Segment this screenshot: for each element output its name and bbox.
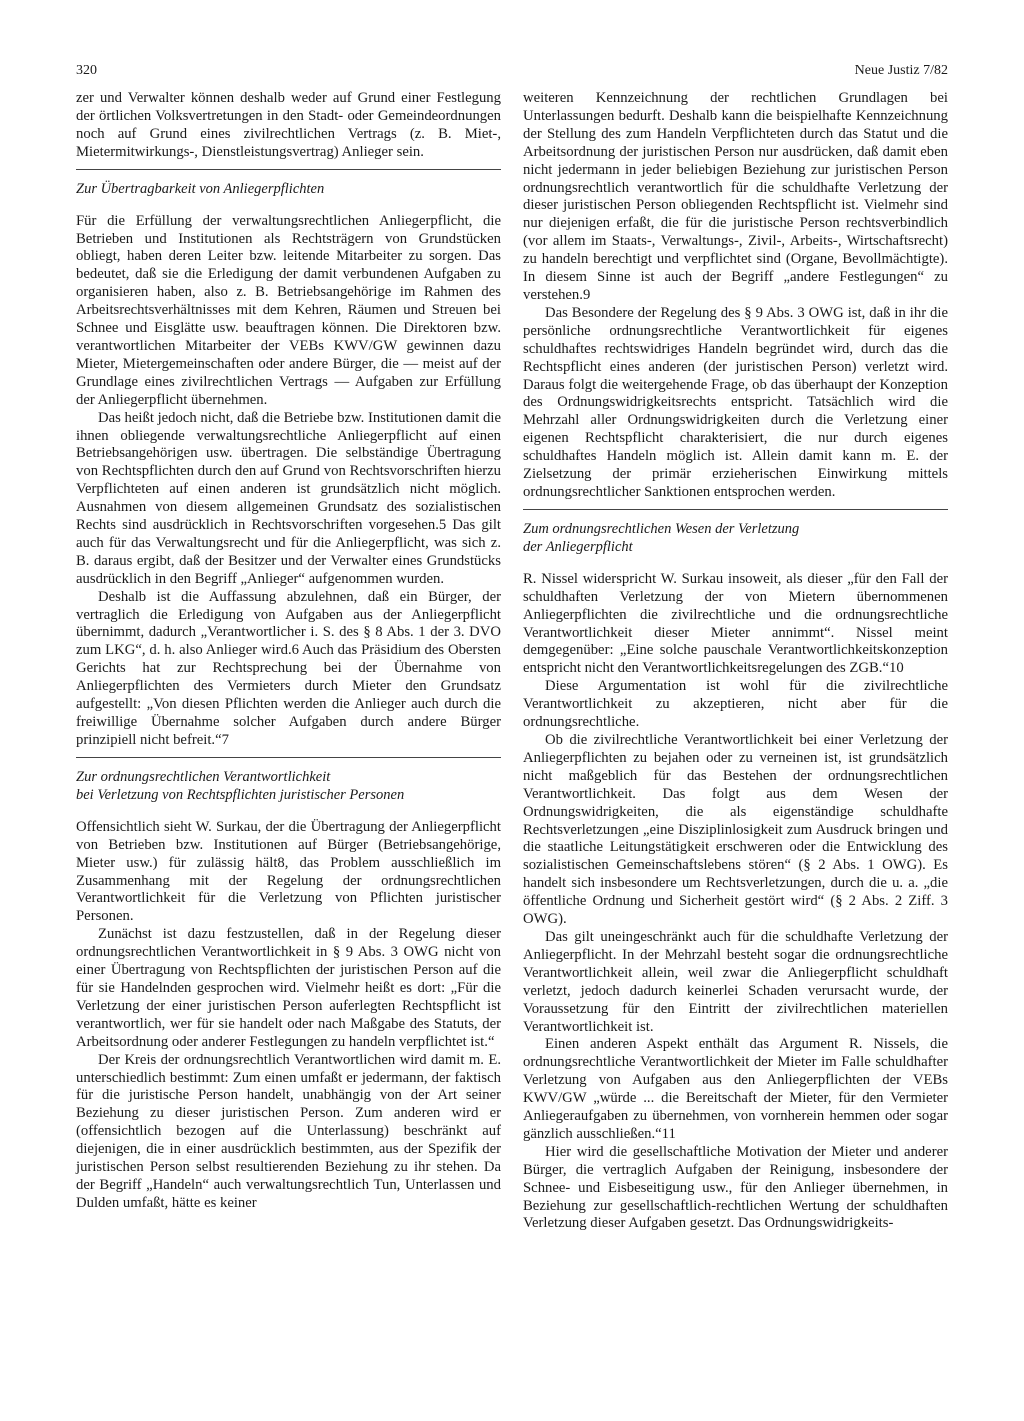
- paragraph: Der Kreis der ordnungsrechtlich Verantwortlichen wird damit m. E. unterschiedlich bestimmt: Zum einen umfaßt er jedermann, der faktisch für die juristische Person handelt, unabhängig von der Art seiner Beziehung zu dieser juristischen Person. Zum anderen wird er (offensichtlich bezogen auf die Unterlassung) beschränkt auf diejenigen, die in einer ausdrücklich bestimmten, aus der Spezifik der juristischen Person selbst resultierenden Beziehung zu ihr stehen. Da der Begriff „Handeln“ auch verwaltungsrechtlich Tun, Unterlassen und Dulden umfaßt, hätte es keiner: [76, 1051, 501, 1211]
- section-heading-line-2: der Anliegerpflicht: [523, 538, 633, 555]
- left-column: [76, 90, 501, 1213]
- section-heading-line-1: Zum ordnungsrechtlichen Wesen der Verletzung: [523, 520, 800, 537]
- section-divider: [523, 509, 948, 510]
- paragraph: Zunächst ist dazu festzustellen, daß in der Regelung dieser ordnungsrechtlichen Verantwortlichkeit in § 9 Abs. 3 OWG nicht von einer Übertragung von Rechtspflichten der juristischen Person auf die für sie Handelnden gesprochen wird. Vielmehr heißt es dort: „Für die Verletzung der einer juristischen Person auferlegten Rechtspflicht ist verantwortlich, wer für sie handelt oder nach Maßgabe des Statuts, der Arbeitsordnung oder anderer Festlegungen zu handeln verpflichtet ist.“: [76, 926, 501, 1050]
- paragraph: Deshalb ist die Auffassung abzulehnen, daß ein Bürger, der vertraglich die Erledigung von Aufgaben aus der Anliegerpflicht übernimmt, dadurch „Verantwortlicher i. S. des § 8 Abs. 1 der 3. DVO zum LKG“, d. h. also Anlieger wird.6 Auch das Präsidium des Obersten Gerichts hat zur Rechtsprechung bei der Übernahme von Anliegerpflichten des Vermieters durch Mieter den Grundsatz aufgestellt: „Von diesen Pflichten werden die Anlieger auch durch die freiwillige Übernahme solcher Aufgaben durch andere Bürger prinzipiell nicht befreit.“7: [76, 588, 501, 748]
- paragraph: Für die Erfüllung der verwaltungsrechtlichen Anliegerpflicht, die Betrieben und Institutionen als Rechtsträgern von Grundstücken obliegt, haben deren Leiter bzw. leitende Mitarbeiter zu sorgen. Das bedeutet, daß sie die Erledigung der damit verbundenen Aufgaben zu organisieren haben, also z. B. Betriebsangehörige im Rahmen des Arbeitsrechtsverhältnisses mit dem Kehren, Räumen und Streuen bei Schnee und Eisglätte usw. beauftragen können. Die Direktoren bzw. verantwortlichen Mitarbeiter der VEBs KWV/GW gewinnen dazu Mieter, Mietergemeinschaften oder andere Bürger, die — meist auf der Grundlage eines zivilrechtlichen Vertrags — Aufgaben zur Erfüllung der Anliegerpflicht übernehmen.: [76, 212, 501, 408]
- paragraph: Ob die zivilrechtliche Verantwortlichkeit bei einer Verletzung der Anliegerpflichten zu bejahen oder zu verneinen ist, ist grundsätzlich nicht maßgeblich für das Bestehen der ordnungsrechtlichen Verantwortlichkeit. Das folgt aus dem Wesen der Ordnungswidrigkeiten, die als eigenständige schuldhafte Rechtsverletzungen „eine Disziplinlosigkeit zum Ausdruck bringen und die staatliche Leitungstätigkeit erschweren oder die Entwicklung des sozialistischen Gemeinschaftslebens stören“ (§ 2 Abs. 1 OWG). Es handelt sich insbesondere um Rechtsverletzungen, durch die u. a. „die öffentliche Ordnung und Sicherheit gestört wird“ (§ 2 Abs. 2 Ziff. 3 OWG).: [523, 732, 948, 928]
- section-divider: [76, 757, 501, 758]
- paragraph: zer und Verwalter können deshalb weder auf Grund einer Festlegung der örtlichen Volksvertretungen in den Stadt- oder Gemeindeordnungen noch auf Grund eines zivilrechtlichen Vertrags (z. B. Miet-, Mietermitwirkungs-, Dienstleistungsvertrag) Anlieger sein.: [76, 90, 501, 160]
- paragraph: Offensichtlich sieht W. Surkau, der die Übertragung der Anliegerpflicht von Betrieben bzw. Institutionen auf Bürger (Betriebsangehörige, Mieter usw.) für zulässig hält8, das Problem ausschließlich im Zusammenhang mit der Regelung der ordnungsrechtlichen Verantwortlichkeit für die Verletzung von Pflichten juristischer Personen.: [76, 818, 501, 925]
- section-heading-text: Zur Übertragbarkeit von Anliegerpflichten: [76, 180, 325, 197]
- paragraph: Das gilt uneingeschränkt auch für die schuldhafte Verletzung der Anliegerpflicht. In der Mehrzahl besteht sogar die ordnungsrechtliche Verantwortlichkeit allein, weil zwar die Anliegerpflicht schuldhaft verletzt, jedoch dadurch keinerlei Schaden verursacht wurde, der Voraussetzung für den Eintritt der zivilrechtlichen materiellen Verantwortlichkeit ist.: [523, 928, 948, 1035]
- section-heading-line-1: Zur ordnungsrechtlichen Verantwortlichkeit: [76, 768, 331, 785]
- paragraph: Das heißt jedoch nicht, daß die Betriebe bzw. Institutionen damit die ihnen obliegende verwaltungsrechtliche Anliegerpflicht auf einen Betriebsangehörigen usw. übertragen. Die selbständige Übertragung von Rechtspflichten durch den auf Grund von Rechtsvorschriften hierzu Verpflichteten auf einen anderen ist grundsätzlich nicht möglich. Ausnahmen von diesem allgemeinen Grundsatz des sozialistischen Rechts sind ausdrücklich in Rechtsvorschriften vorgesehen.5 Das gilt auch für das Verwaltungsrecht und für die Anliegerpflicht, was sich z. B. daraus ergibt, daß der Besitzer und der Verwalter eines Grundstücks ausdrücklich in den Begriff „Anlieger“ aufgenommen wurden.: [76, 409, 501, 587]
- paragraph: Einen anderen Aspekt enthält das Argument R. Nissels, die ordnungsrechtliche Verantwortlichkeit der Mieter im Falle schuldhafter Verletzung von Aufgaben aus den Anliegerpflichten der VEBs KWV/GW „würde ... die Bereitschaft der Mieter, für den Vermieter Anliegeraufgaben zu übernehmen, von vornherein hemmen oder sogar gänzlich ausschließen.“11: [523, 1036, 948, 1142]
- page-number: 320: [76, 63, 97, 78]
- paragraph: Hier wird die gesellschaftliche Motivation der Mieter und anderer Bürger, die vertraglich Aufgaben der Reinigung, insbesondere der Schnee- und Eisbeseitigung usw., für den Anlieger übernehmen, in Beziehung zur gesellschaftlich-rechtlichen Wertung der schuldhaften Verletzung dieser Aufgaben gesetzt. Das Ordnungswidrigkeits-: [523, 1143, 948, 1232]
- paragraph: weiteren Kennzeichnung der rechtlichen Grundlagen bei Unterlassungen bedurft. Deshalb kann die beispielhafte Kennzeichnung der Stellung des zum Handeln Verpflichteten durch das Statut und die Arbeitsordnung der juristischen Person nur ausdrücken, daß damit eben nicht jedermann in jeder beliebigen Beziehung zur juristischen Person ordnungsrechtlich verantwortlich für die schuldhafte Verletzung der dieser juristischen Person obliegenden Rechtspflicht ist. Vielmehr sind nur diejenigen erfaßt, die für die juristische Person rechtsverbindlich (vor allem im Staats-, Verwaltungs-, Zivil-, Arbeits-, Wirtschaftsrecht) zu handeln berechtigt und verpflichtet sind (Organe, Bevollmächtigte). In diesem Sinne ist auch der Begriff „andere Festlegungen“ zu verstehen.9: [523, 90, 948, 303]
- page-header: [76, 63, 948, 85]
- paragraph: R. Nissel widerspricht W. Surkau insoweit, als dieser „für den Fall der schuldhaften Verletzung der von Mietern übernommenen Anliegerpflichten die zivilrechtliche und die ordnungsrechtliche Verantwortlichkeit dieser Mieter annimmt“. Nissel meint demgegenüber: „Eine solche pauschale Verantwortlichkeitskonzeption entspricht nicht den Verantwortlichkeitsregelungen des ZGB.“10: [523, 570, 948, 677]
- section-heading: [523, 520, 948, 556]
- journal-issue: Neue Justiz 7/82: [854, 63, 948, 78]
- paragraph: Das Besondere der Regelung des § 9 Abs. 3 OWG ist, daß in ihr die persönliche ordnungsrechtliche Verantwortlichkeit für eigenes schuldhaftes rechtswidriges Handeln begründet wird, durch das die Rechtspflicht eines anderen (der juristischen Person) verletzt wird. Daraus folgt die weitergehende Frage, ob das überhaupt der Konzeption des Ordnungswidrigkeitsrechts entspricht. Tatsächlich wird die Mehrzahl aller Ordnungswidrigkeiten durch die Verletzung einer eigenen Rechtspflicht charakterisiert, die nur durch eigenes schuldhaftes Handeln möglich ist. Allein damit kann m. E. der Zielsetzung der primär erzieherischen Einwirkung mittels ordnungsrechtlicher Sanktionen entsprochen werden.: [523, 304, 948, 500]
- section-heading-line-2: bei Verletzung von Rechtspflichten juristischer Personen: [76, 786, 405, 803]
- right-column: [523, 90, 948, 1233]
- section-heading: [76, 180, 501, 198]
- paragraph: Diese Argumentation ist wohl für die zivilrechtliche Verantwortlichkeit zu akzeptieren, nicht aber für die ordnungsrechtliche.: [523, 678, 948, 731]
- section-divider: [76, 169, 501, 170]
- section-heading: [76, 768, 501, 804]
